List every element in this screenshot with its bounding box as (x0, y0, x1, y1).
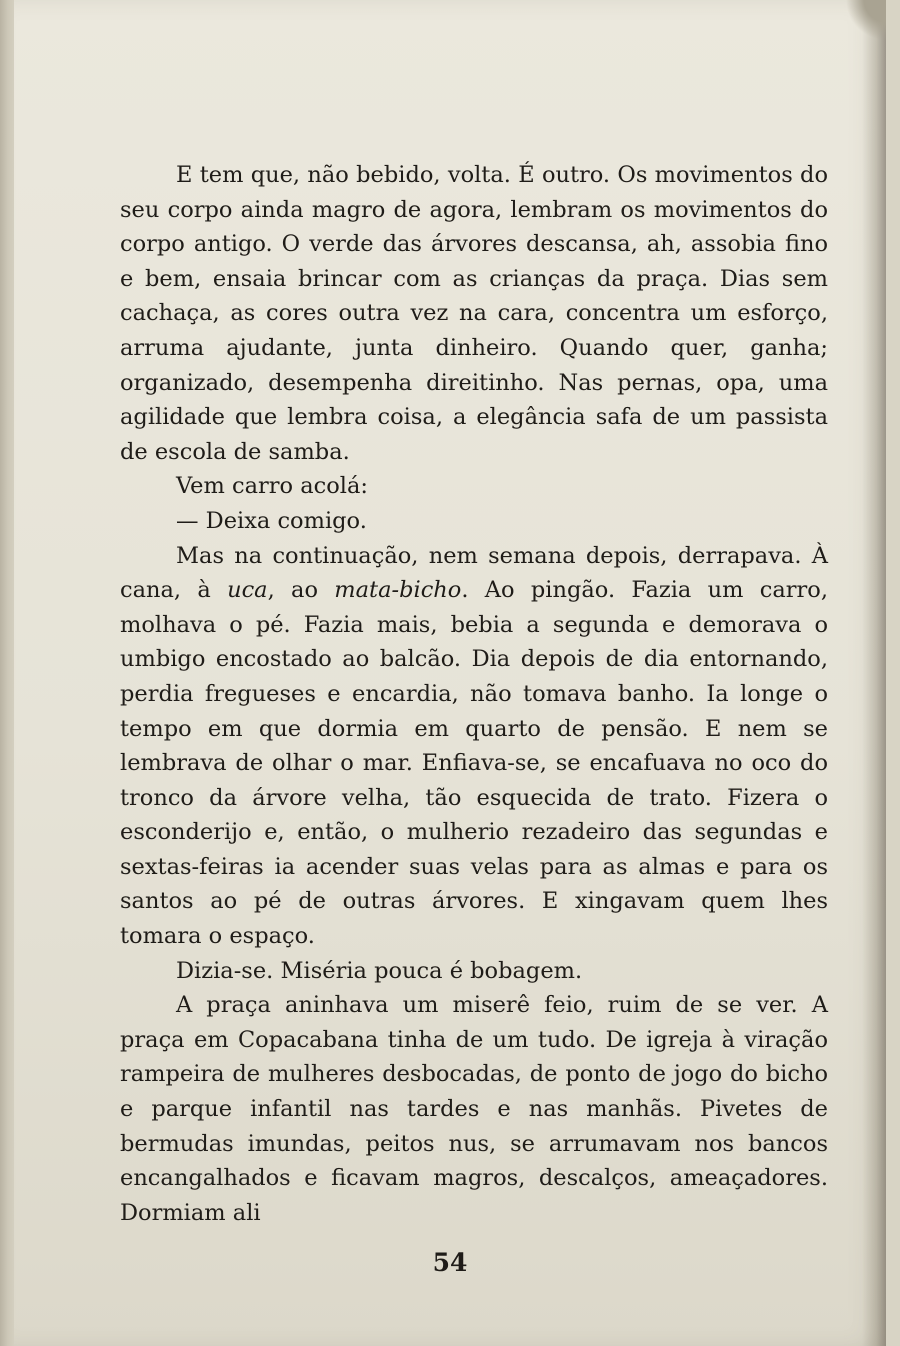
dialog-line: — Deixa comigo. (176, 507, 367, 534)
italic-uca: uca (227, 577, 268, 604)
paragraph-4-rest: . Ao pingão. Fazia um carro, molhava o pé. Fazia mais, bebia a segunda e demorava o umbigo encostado ao balcão. Dia depois de dia entornando, perdia fregueses e encardia, não tomava banho. Ia longe o tempo em que dormia em quarto de pensão. E nem se lembrava de olhar o mar. Enfiava-se, se encafuava no oco do tronco da árvore velha, tão esquecida de trato. Fizera o esconderijo e, então, o mulherio rezadeiro das segundas e sextas-feiras ia acender suas velas para as almas e para os santos ao pé de outras árvores. E xingavam quem lhes tomara o espaço. (120, 577, 828, 950)
paragraph-6: A praça aninhava um miserê feio, ruim de se ver. A praça em Copacabana tinha de um tudo. De igreja à viração rampeira de mulheres desbocadas, de ponto de jogo do bicho e parque infantil nas tardes e nas manhãs. Pivetes de bermudas imundas, peitos nus, se arrumavam nos bancos encangalhados e ficavam magros, descalços, ameaçadores. Dormiam ali (120, 992, 828, 1226)
paragraph-4-start: Mas na continuação, nem semana depois, derrapava. À cana, à (120, 542, 828, 604)
page-corner (846, 0, 886, 40)
paragraph-2: Vem carro acolá: (176, 473, 368, 500)
paragraph-4 (120, 539, 828, 954)
page-number: 54 (432, 1248, 468, 1277)
page-edge-shadow (862, 0, 886, 1346)
paragraph-4-between: , ao (267, 577, 335, 604)
paragraph-1: E tem que, não bebido, volta. É outro. Os movimentos do seu corpo ainda magro de agora, lembram os movimentos do corpo antigo. O verde das árvores descansa, ah, assobia fino e bem, ensaia brincar com as crianças da praça. Dias sem cachaça, as cores outra vez na cara, concentra um esforço, arruma ajudante, junta dinheiro. Quando quer, ganha; organizado, desempenha direitinho. Nas pernas, opa, uma agilidade que lembra coisa, a elegância safa de um passista de escola de samba. (120, 162, 828, 465)
italic-mata-bicho: mata-bicho (334, 577, 462, 604)
body-text (120, 158, 828, 1230)
paragraph-5: Dizia-se. Miséria pouca é bobagem. (176, 957, 583, 984)
book-page (14, 0, 886, 1346)
